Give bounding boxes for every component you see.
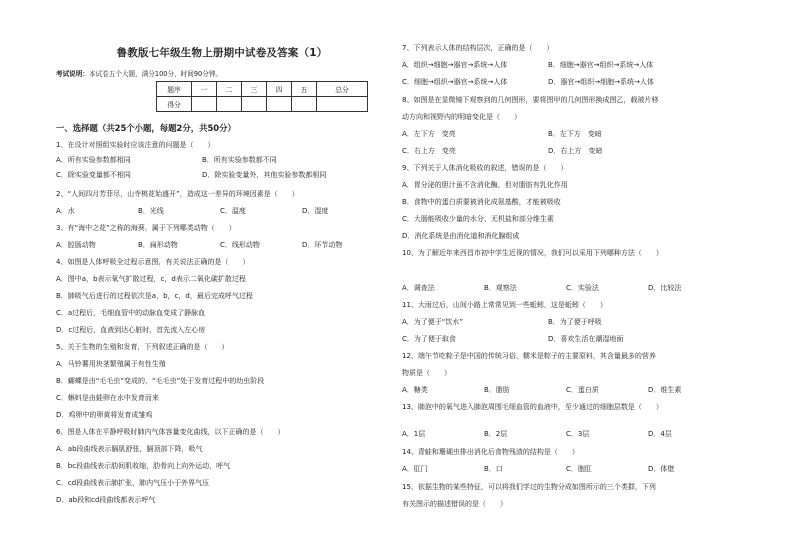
answer-option-row xyxy=(402,130,602,139)
question-text: 9、下列关于人体消化吸收的叙述，错误的是（ ） xyxy=(402,164,568,172)
answer-option: A．马铃薯用块茎繁殖属于有性生殖 xyxy=(56,360,166,368)
score-header-cell: 总分 xyxy=(317,82,368,97)
answer-option: B．肺吸气后进行的过程依次是a，b，c，d，最后完成呼气过程 xyxy=(56,292,253,300)
answer-option: C．a过程后，毛细血管中的动脉血变成了静脉血 xyxy=(56,309,206,317)
answer-option: D．消化系统是由消化道和消化腺组成 xyxy=(402,232,520,240)
answer-option: B．观察法 xyxy=(484,284,517,292)
answer-option: C．大肠能吸收少量的水分、无机盐和部分维生素 xyxy=(402,215,554,223)
answer-option: C．3层 xyxy=(566,430,590,438)
answer-option: D．ab段和cd段曲线都表示呼气 xyxy=(56,496,156,504)
answer-option: D．体壁 xyxy=(648,465,675,473)
score-table xyxy=(156,81,368,112)
answer-option-row xyxy=(402,284,681,293)
score-header-cell: 一 xyxy=(192,82,217,97)
question-text: 11、大雨过后，山间小路上常常见到一些蚯蚓，这是蚯蚓（ ） xyxy=(402,301,607,309)
exam-title: 鲁教版七年级生物上册期中试卷及答案（1） xyxy=(116,47,328,59)
answer-option-row xyxy=(56,171,326,180)
question-text: 12、端午节吃粽子是中国的传统习俗，糯米是粽子的主要原料，其含量最多的营养 xyxy=(402,352,656,360)
answer-option: C．细胞→组织→器官→系统→人体 xyxy=(402,78,508,86)
answer-option: B．食物中的蛋白质要被消化成氨基酸，才能被吸收 xyxy=(402,198,561,206)
question-text: 2、“人间四月芳菲尽，山寺桃花始盛开”，造成这一差异的环境因素是（ ） xyxy=(56,190,299,198)
answer-option: C．实验法 xyxy=(566,284,599,292)
instructions-text: 本试卷五个大题，满分100分，时间90分钟。 xyxy=(88,70,223,78)
score-table-header-row xyxy=(157,82,368,97)
answer-option: A．肛门 xyxy=(402,465,428,473)
answer-option-row xyxy=(56,207,328,216)
answer-option: B．为了便于呼吸 xyxy=(548,318,602,326)
section-heading: 一、选择题（共25个小题，每题2分，共50分） xyxy=(56,123,236,133)
score-header-cell: 题序 xyxy=(157,82,192,97)
answer-option: D．环节动物 xyxy=(302,241,343,249)
answer-option-row xyxy=(402,386,681,395)
answer-option: C．蝌蚪是由蛙卵在水中发育而来 xyxy=(56,394,159,402)
instructions-label: 考试说明： xyxy=(56,70,89,78)
question-text: 动方向和视野内的明暗变化是（ ） xyxy=(402,113,521,121)
score-header-cell: 三 xyxy=(242,82,267,97)
answer-option: A．糖类 xyxy=(402,386,428,394)
question-text: 14、青蛙和珊瑚虫排出消化后食物残渣的结构是（ ） xyxy=(402,448,579,456)
question-text: 7、下列表示人体的结构层次，正确的是（ ） xyxy=(402,44,554,52)
answer-option: D．比较法 xyxy=(648,284,682,292)
answer-option: B．口 xyxy=(484,465,503,473)
answer-option: C．除实验变量都不相同 xyxy=(56,171,131,179)
answer-option: B．脂肪 xyxy=(484,386,510,394)
score-header-cell: 五 xyxy=(292,82,317,97)
answer-option-row xyxy=(402,335,623,344)
answer-option: B．bc段曲线表示肋间肌收缩，肋骨向上向外运动，呼气 xyxy=(56,462,231,470)
answer-option: A．组织→细胞→器官→系统→人体 xyxy=(402,61,508,69)
answer-option: D．4层 xyxy=(648,430,672,438)
answer-option: A．左下方 变亮 xyxy=(402,130,456,138)
answer-option: A．调查法 xyxy=(402,284,435,292)
answer-option: D．喜欢生活在潮湿地面 xyxy=(548,335,624,343)
answer-option: C．cd段曲线表示肺扩张，肺内气压小于外界气压 xyxy=(56,479,210,487)
answer-option-row xyxy=(402,430,672,439)
question-text: 10、为了解近年来西昌市初中学生近视的情况，我们可以采用下列哪种方法（ ） xyxy=(402,249,663,257)
answer-option: D．除实验变量外，其他实验参数都相同 xyxy=(202,171,327,179)
score-header-cell: 二 xyxy=(217,82,242,97)
answer-option: B．细胞→器官→组织→系统→人体 xyxy=(548,61,654,69)
question-text: 物质是（ ） xyxy=(402,369,451,377)
score-cell[interactable] xyxy=(217,97,242,112)
score-row-label: 得分 xyxy=(157,97,192,112)
answer-option-row xyxy=(402,465,674,474)
answer-option: C．胞肛 xyxy=(566,465,592,473)
answer-option: D．右上方 变暗 xyxy=(548,147,603,155)
answer-option: A．腔肠动物 xyxy=(56,241,96,249)
answer-option-row xyxy=(56,241,342,250)
answer-option: A．为了便于“饮水” xyxy=(402,318,464,326)
question-text: 6、图是人体在平静呼吸时肺内气体容量变化曲线，以下正确的是（ ） xyxy=(56,428,285,436)
question-text: 3、有“海中之花”之称的海葵，属于下列哪类动物（ ） xyxy=(56,224,236,232)
answer-option: A．ab段曲线表示膈肌舒张，膈顶部下降，吸气 xyxy=(56,445,203,453)
question-text: 13、肺泡中的氧气进入肺泡周围毛细血管的血液中，至少通过的细胞层数是（ ） xyxy=(402,403,663,411)
answer-option: D．维生素 xyxy=(648,386,682,394)
answer-option: D．湿度 xyxy=(302,207,329,215)
answer-option: C．右上方 变亮 xyxy=(402,147,456,155)
answer-option: D．c过程后，血液到达心脏时，首先流入左心房 xyxy=(56,326,206,334)
answer-option: B．光线 xyxy=(138,207,164,215)
answer-option-row xyxy=(402,78,654,87)
score-cell[interactable] xyxy=(192,97,217,112)
question-text: 4、如图是人体呼吸全过程示意图，有关说法正确的是（ ） xyxy=(56,258,250,266)
answer-option: B．所有实验参数都不同 xyxy=(202,156,277,164)
answer-option: A．1层 xyxy=(402,430,426,438)
answer-option-row xyxy=(402,61,653,70)
score-cell[interactable] xyxy=(317,97,368,112)
answer-option: C．蛋白质 xyxy=(566,386,599,394)
score-table-score-row xyxy=(157,97,368,112)
answer-option: B．蝴蝶是由“毛毛虫”变成的，“毛毛虫”处于发育过程中的幼虫阶段 xyxy=(56,377,265,385)
answer-option-row xyxy=(56,156,277,165)
question-text: 1、在设计对照组实验时应该注意的问题是（ ） xyxy=(56,141,215,149)
exam-instructions xyxy=(56,68,222,78)
question-text: 有关图示的描述错误的是（ ） xyxy=(402,500,507,508)
score-cell[interactable] xyxy=(242,97,267,112)
answer-option: C．温度 xyxy=(220,207,246,215)
question-text: 15、依据生物的某些特征，可以将我们学过的生物分成如图所示的三个类群，下列 xyxy=(402,483,656,491)
score-cell[interactable] xyxy=(292,97,317,112)
answer-option: A．水 xyxy=(56,207,75,215)
answer-option: A．胃分泌的胆汁虽不含消化酶，但对脂肪有乳化作用 xyxy=(402,181,568,189)
answer-option: C．线形动物 xyxy=(220,241,260,249)
answer-option: D．鸡卵中的卵黄将发育成雏鸡 xyxy=(56,411,153,419)
score-cell[interactable] xyxy=(267,97,292,112)
answer-option: B．2层 xyxy=(484,430,508,438)
answer-option: A．所有实验参数都相同 xyxy=(56,156,131,164)
answer-option: B．扁形动物 xyxy=(138,241,178,249)
answer-option: D．器官→组织→细胞→系统→人体 xyxy=(548,78,654,86)
answer-option-row xyxy=(402,147,602,156)
question-text: 5、关于生物的生殖和发育，下列叙述正确的是（ ） xyxy=(56,343,229,351)
answer-option-row xyxy=(402,318,602,327)
score-header-cell: 四 xyxy=(267,82,292,97)
answer-option: B．左下方 变暗 xyxy=(548,130,602,138)
question-text: 8、如图是在显微镜下观察到的几何图形，要将图甲的几何图形换成图乙，载玻片移 xyxy=(402,96,659,104)
answer-option: C．为了便于取食 xyxy=(402,335,456,343)
answer-option: A．图中a，b表示氧气扩散过程，c，d表示二氧化碳扩散过程 xyxy=(56,275,246,283)
